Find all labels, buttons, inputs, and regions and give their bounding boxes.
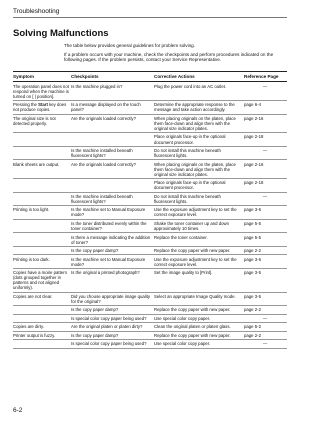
table-row: [13, 206, 287, 220]
table-row: [13, 114, 287, 133]
reference-page-cell: page 2-2: [244, 246, 287, 254]
reference-page-cell: page 3-5: [244, 268, 287, 292]
corrective-action-cell: When placing originals on the platen, place them face-down and align them with the original size indicator plates.: [154, 160, 244, 179]
corrective-action-cell: Use the exposure adjustment key to set the correct exposure level.: [154, 255, 244, 269]
column-header-corrective-actions: Corrective Actions: [154, 72, 244, 82]
checkpoint-cell: Is the toner distributed evenly within the toner container?: [71, 219, 154, 233]
table-row: [13, 292, 287, 306]
corrective-action-cell: When placing originals on the platen, place them face-down and align them with the original size indicator plates.: [154, 114, 244, 133]
checkpoint-cell: Is the machine installed beneath fluorescent lights?: [71, 192, 154, 206]
reference-page-cell: page 3-6: [244, 255, 287, 269]
reference-page-cell: page 5-5: [244, 219, 287, 233]
reference-page-cell: page 5-2: [244, 323, 287, 331]
reference-page-cell: page 2-18: [244, 179, 287, 193]
symptom-cell: [13, 219, 71, 233]
table-row: [13, 306, 287, 314]
corrective-action-cell: Use the exposure adjustment key to set the correct exposure level.: [154, 206, 244, 220]
corrective-action-cell: Replace the copy paper with new paper.: [154, 246, 244, 254]
table-row: [13, 82, 287, 101]
running-header: Troubleshooting: [13, 8, 287, 18]
symptom-cell: Printing is too dark.: [13, 255, 71, 269]
corrective-action-cell: Place originals face-up in the optional document processor.: [154, 133, 244, 147]
reference-page-cell: page 2-16: [244, 160, 287, 179]
table-row: [13, 255, 287, 269]
checkpoint-cell: Is the copy paper damp?: [71, 331, 154, 339]
symptom-cell: Copies have a moire pattern (dots grouped together in patterns and not aligned uniformly).: [13, 268, 71, 292]
reference-page-cell: page 2-2: [244, 306, 287, 314]
symptom-cell: [13, 246, 71, 254]
table-row: [13, 101, 287, 115]
symptom-cell: [13, 233, 71, 247]
symptom-text: Pressing the: [13, 102, 39, 108]
checkpoint-cell: Are the original platen or platen dirty?: [71, 323, 154, 331]
column-header-checkpoints: Checkpoints: [71, 72, 154, 82]
symptom-cell: Printing is too light.: [13, 206, 71, 220]
checkpoint-cell: Is there a message indicating the addition of toner?: [71, 233, 154, 247]
checkpoint-cell: Is special color copy paper being used?: [71, 314, 154, 322]
malfunction-table: [13, 71, 287, 349]
table-row: [13, 268, 287, 292]
reference-page-cell: —: [244, 340, 287, 348]
corrective-action-cell: Set the image quality to [Print].: [154, 268, 244, 292]
symptom-cell: Copies are dirty.: [13, 323, 71, 331]
table-row: [13, 314, 287, 322]
checkpoint-cell: Is a message displayed on the touch panel?: [71, 101, 154, 115]
corrective-action-cell: Clean the original platen or platen glass.: [154, 323, 244, 331]
corrective-action-cell: Shake the toner container up and down approximately 10 times.: [154, 219, 244, 233]
table-row: [13, 219, 287, 233]
symptom-cell: [13, 101, 71, 115]
table-row: [13, 246, 287, 254]
table-row: [13, 323, 287, 331]
checkpoint-cell: Is the machine set to Manual Exposure mode?: [71, 255, 154, 269]
intro-paragraph: The table below provides general guidelines for problem solving.: [64, 43, 195, 48]
start-key-label: Start: [38, 102, 48, 108]
symptom-cell: The original size is not detected properly.: [13, 114, 71, 133]
checkpoint-cell: Is the original a printed photograph?: [71, 268, 154, 292]
corrective-action-cell: Do not install this machine beneath fluorescent lights.: [154, 146, 244, 160]
corrective-action-cell: Place originals face-up in the optional document processor.: [154, 179, 244, 193]
column-header-symptom: Symptom: [13, 72, 71, 82]
table-row: [13, 233, 287, 247]
reference-page-cell: —: [244, 314, 287, 322]
checkpoint-cell: Is the machine installed beneath fluorescent lights?: [71, 146, 154, 160]
page-number: 6-2: [13, 407, 23, 414]
checkpoint-cell: [71, 179, 154, 193]
corrective-action-cell: Select an appropriate Image Quality mode.: [154, 292, 244, 306]
corrective-action-cell: Do not install this machine beneath fluorescent lights.: [154, 192, 244, 206]
symptom-cell: Blank sheets are output.: [13, 160, 71, 179]
section-title: Solving Malfunctions: [13, 28, 109, 39]
checkpoint-cell: Is the copy paper damp?: [71, 306, 154, 314]
corrective-action-cell: Plug the power cord into an AC outlet.: [154, 82, 244, 101]
symptom-cell: Printer output is fuzzy.: [13, 331, 71, 339]
checkpoint-cell: Did you choose appropriate image quality for the original?: [71, 292, 154, 306]
reference-page-cell: —: [244, 192, 287, 206]
corrective-action-cell: Use special color copy paper.: [154, 340, 244, 348]
column-header-reference-page: Reference Page: [244, 72, 287, 82]
symptom-cell: [13, 314, 71, 322]
reference-page-cell: page 3-5: [244, 292, 287, 306]
reference-page-cell: page 2-18: [244, 133, 287, 147]
symptom-cell: [13, 146, 71, 160]
table-row: [13, 192, 287, 206]
intro-paragraph: If a problem occurs with your machine, check the checkpoints and perform procedures indicated on the following pages. If the problem persists, contact your Service Representative.: [64, 51, 274, 63]
symptom-cell: [13, 133, 71, 147]
table-row: [13, 133, 287, 147]
symptom-cell: The operation panel does not respond when the machine is turned on [ | position].: [13, 82, 71, 101]
checkpoint-cell: Is the machine set to Manual Exposure mode?: [71, 206, 154, 220]
corrective-action-cell: Determine the appropriate response to the message and take action accordingly.: [154, 101, 244, 115]
checkpoint-cell: Are the originals loaded correctly?: [71, 114, 154, 133]
checkpoint-cell: [71, 133, 154, 147]
reference-page-cell: page 5-5: [244, 233, 287, 247]
intro-text: [64, 43, 286, 66]
symptom-cell: [13, 340, 71, 348]
symptom-cell: [13, 192, 71, 206]
checkpoint-cell: Is special color copy paper being used?: [71, 340, 154, 348]
table-row: [13, 340, 287, 348]
table-row: [13, 146, 287, 160]
checkpoint-cell: Is the machine plugged in?: [71, 82, 154, 101]
table-row: [13, 331, 287, 339]
symptom-cell: [13, 306, 71, 314]
table-row: [13, 160, 287, 179]
symptom-cell: [13, 179, 71, 193]
reference-page-cell: page 6-4: [244, 101, 287, 115]
corrective-action-cell: Replace the copy paper with new paper.: [154, 331, 244, 339]
reference-page-cell: page 2-16: [244, 114, 287, 133]
reference-page-cell: —: [244, 82, 287, 101]
checkpoint-cell: Is the copy paper damp?: [71, 246, 154, 254]
table-row: [13, 179, 287, 193]
corrective-action-cell: Replace the toner container.: [154, 233, 244, 247]
corrective-action-cell: Use special color copy paper.: [154, 314, 244, 322]
symptom-cell: Copies are not clear.: [13, 292, 71, 306]
symptom-text: key does not produce copies.: [13, 102, 67, 113]
reference-page-cell: page 2-2: [244, 331, 287, 339]
corrective-action-cell: Replace the copy paper with new paper.: [154, 306, 244, 314]
reference-page-cell: —: [244, 146, 287, 160]
reference-page-cell: page 3-6: [244, 206, 287, 220]
checkpoint-cell: Are the originals loaded correctly?: [71, 160, 154, 179]
table-header-row: [13, 72, 287, 82]
